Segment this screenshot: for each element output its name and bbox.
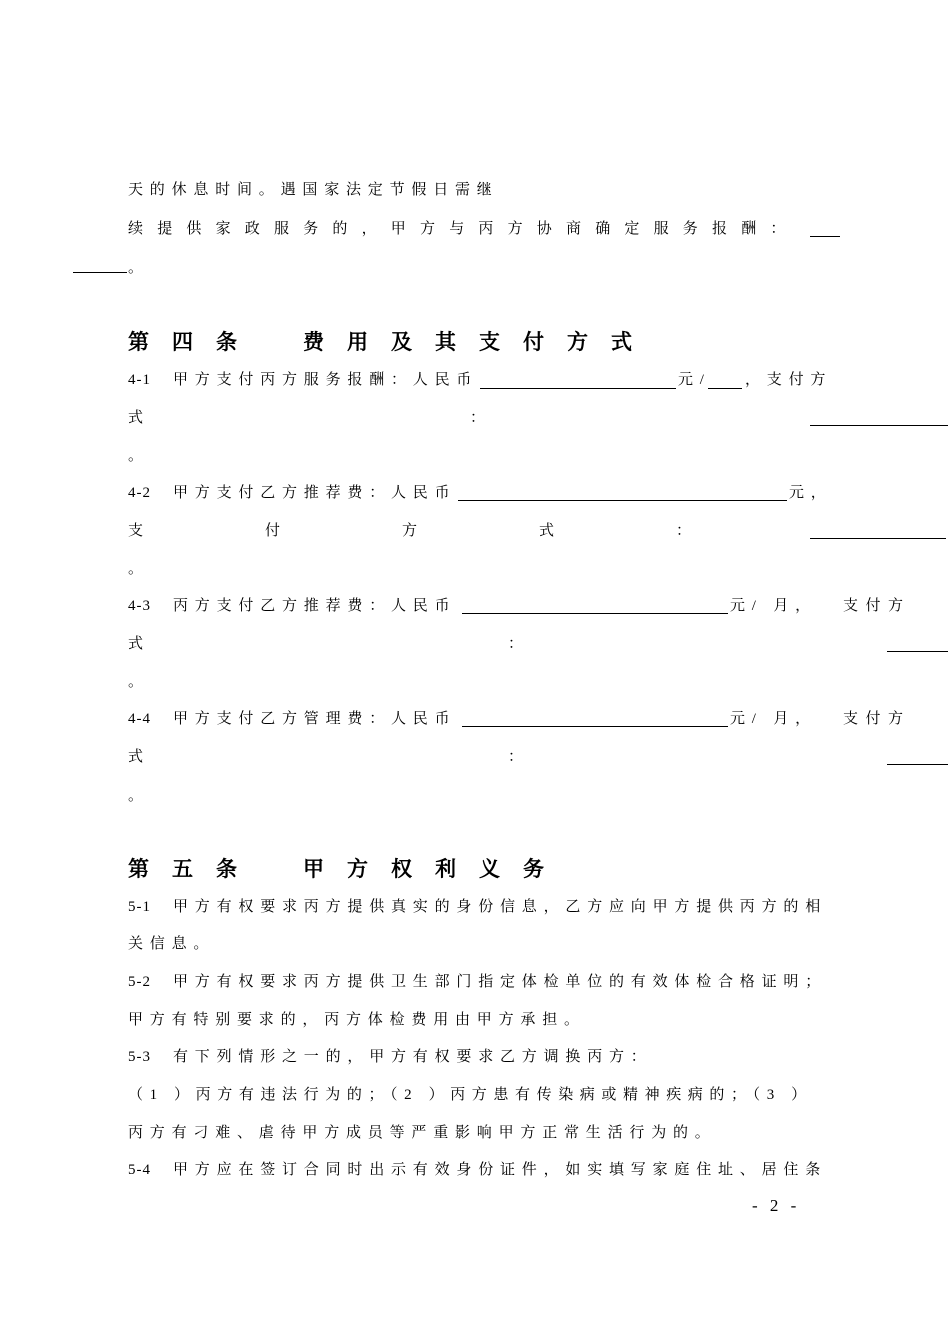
amount-blank bbox=[462, 726, 728, 727]
clause-number: 5-1 bbox=[128, 899, 151, 915]
clause-number: 4-4 bbox=[128, 711, 151, 727]
clause-line-1: 甲方应在签订合同时出示有效身份证件，如实填写家庭住址、居住条 bbox=[173, 1162, 828, 1178]
clause-number: 4-2 bbox=[128, 485, 151, 501]
clause-end: 。 bbox=[128, 788, 150, 804]
fill-blank bbox=[810, 236, 840, 237]
amount-blank bbox=[458, 500, 787, 501]
continuation-line-2: 续提供家政服务的，甲方与丙方协商确定服务报酬： bbox=[128, 221, 800, 237]
continuation-line-1: 天的休息时间。遇国家法定节假日需继 bbox=[128, 182, 499, 198]
clause-line-3: 丙方有刁难、虐待甲方成员等严重影响甲方正常生活行为的。 bbox=[128, 1125, 717, 1141]
clause-line-2: 关信息。 bbox=[128, 936, 216, 952]
clause-tail: 支付方 bbox=[843, 711, 911, 727]
clause-text: 甲方支付乙方管理费：人民币 bbox=[173, 711, 457, 727]
article-5-title: 甲方权利义务 bbox=[303, 857, 567, 881]
payment-method-label: 式： bbox=[128, 749, 889, 765]
clause-number: 4-1 bbox=[128, 372, 151, 388]
clause-line-1: 甲方有权要求丙方提供真实的身份信息，乙方应向甲方提供丙方的相 bbox=[173, 899, 828, 915]
payment-method-label: 式： bbox=[128, 410, 813, 426]
amount-blank bbox=[462, 613, 728, 614]
period-blank bbox=[708, 388, 742, 389]
clause-number: 5-3 bbox=[128, 1049, 151, 1065]
clause-text: 甲方支付丙方服务报酬：人民币 bbox=[173, 372, 479, 388]
clause-text: 甲方支付乙方推荐费：人民币 bbox=[173, 485, 457, 501]
clause-line-1: 有下列情形之一的，甲方有权要求乙方调换丙方： bbox=[173, 1049, 653, 1065]
article-5-number: 第五条 bbox=[128, 857, 260, 881]
payment-method-label: 式： bbox=[128, 636, 889, 652]
payment-method-blank bbox=[887, 651, 948, 652]
clause-tail: ，支付方 bbox=[745, 372, 833, 388]
clause-number: 5-4 bbox=[128, 1162, 151, 1178]
fill-blank bbox=[73, 272, 127, 273]
clause-number: 5-2 bbox=[128, 974, 151, 990]
clause-unit: 元/ bbox=[678, 372, 711, 388]
clause-end: 。 bbox=[128, 448, 150, 464]
clause-line-2: （1 ）丙方有违法行为的；（2 ）丙方患有传染病或精神疾病的；（3 ） bbox=[128, 1087, 813, 1103]
clause-line-1: 甲方有权要求丙方提供卫生部门指定体检单位的有效体检合格证明； bbox=[173, 974, 828, 990]
page-number: - 2 - bbox=[752, 1196, 801, 1215]
continuation-line-3-end: 。 bbox=[128, 260, 150, 276]
article-4-title: 费用及其支付方式 bbox=[303, 330, 655, 354]
clause-line-2: 甲方有特别要求的，丙方体检费用由甲方承担。 bbox=[128, 1012, 586, 1028]
clause-unit: 元/ 月， bbox=[730, 598, 817, 614]
amount-blank bbox=[480, 388, 676, 389]
clause-text: 丙方支付乙方推荐费：人民币 bbox=[173, 598, 457, 614]
payment-method-blank bbox=[810, 538, 946, 539]
article-4-number: 第四条 bbox=[128, 330, 260, 354]
payment-method-blank bbox=[810, 425, 948, 426]
payment-method-label: 支付方式： bbox=[128, 523, 814, 539]
clause-number: 4-3 bbox=[128, 598, 151, 614]
clause-unit: 元， bbox=[789, 485, 833, 501]
clause-unit: 元/ 月， bbox=[730, 711, 817, 727]
clause-end: 。 bbox=[128, 674, 150, 690]
clause-tail: 支付方 bbox=[843, 598, 911, 614]
clause-end: 。 bbox=[128, 561, 150, 577]
payment-method-blank bbox=[887, 764, 948, 765]
